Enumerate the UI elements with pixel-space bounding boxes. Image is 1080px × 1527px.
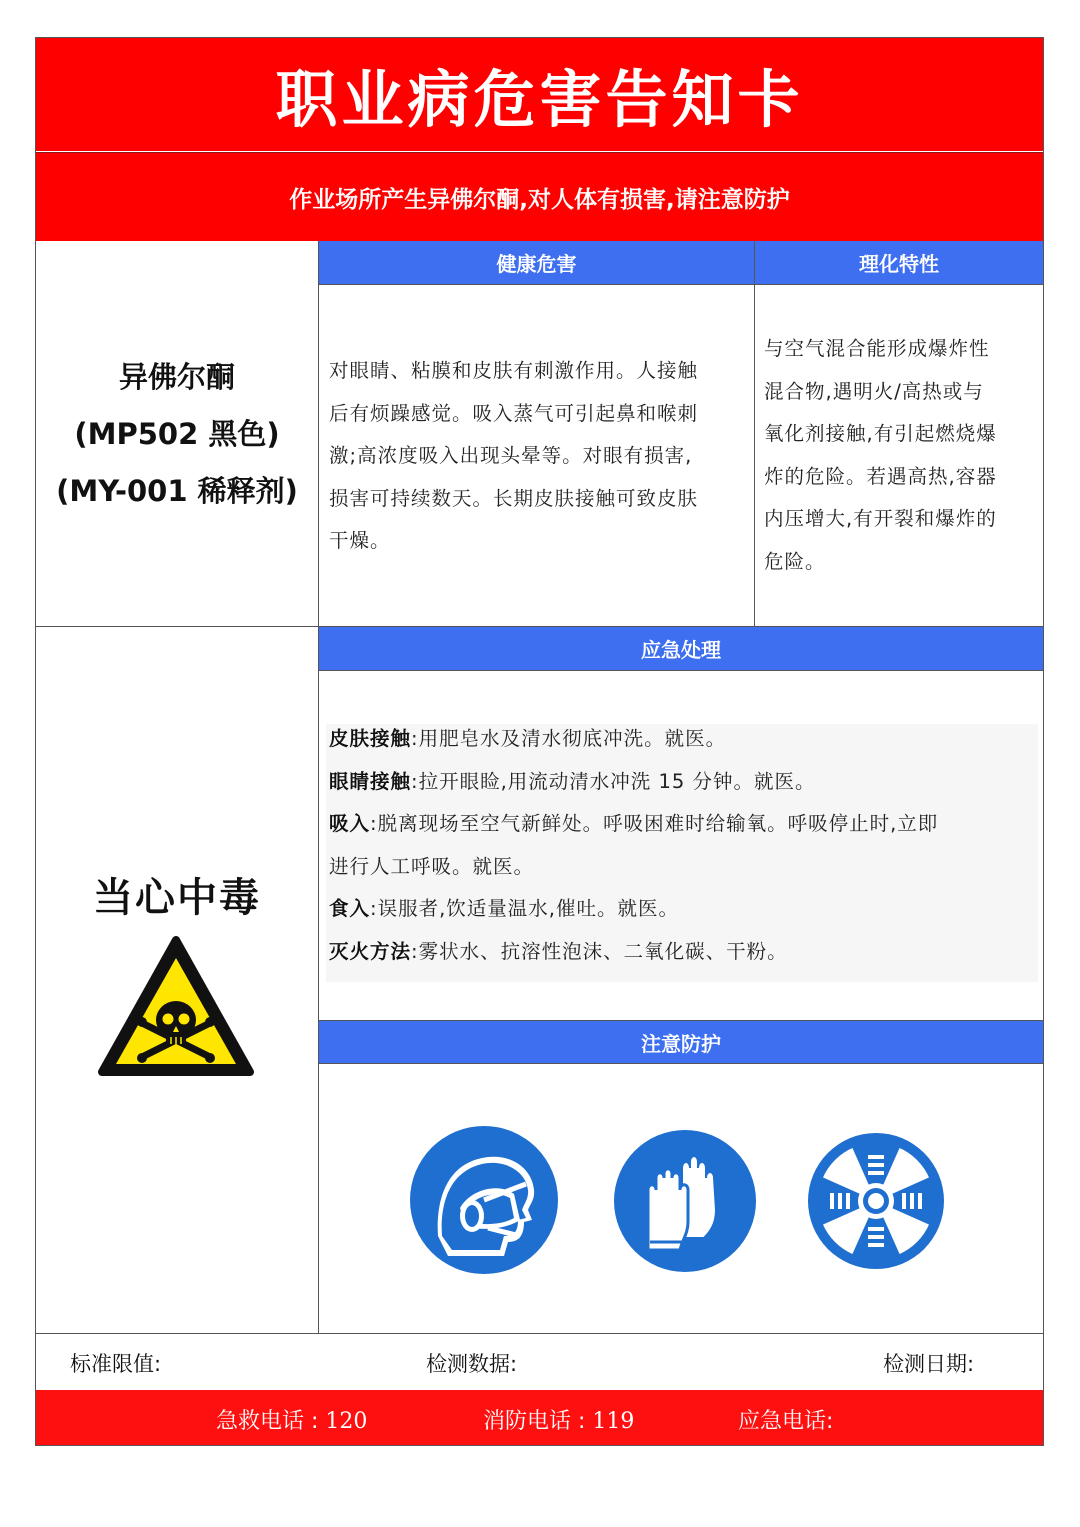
fire-phone (483, 1404, 634, 1435)
warning-title: 当心中毒 (93, 875, 261, 921)
text-line: 混合物,遇明火/高热或与 (764, 379, 984, 403)
standard-limit-label: 标准限值: (70, 1352, 162, 1376)
substance-variant-2: (MY-001 稀释剂) (56, 473, 298, 508)
list-item (329, 846, 938, 889)
list-item (329, 888, 938, 931)
list-item (329, 803, 938, 846)
card-subtitle: 作业场所产生异佛尔酮,对人体有损害,请注意防护 (36, 152, 1043, 241)
divider (318, 241, 319, 1334)
phone-label: 急救电话 : (216, 1409, 319, 1434)
item-text: 进行人工呼吸。就医。 (329, 854, 535, 878)
list-item (329, 931, 938, 974)
hazard-notice-card (35, 37, 1044, 1446)
item-label: 眼睛接触 (329, 769, 412, 793)
health-hazard-heading: 健康危害 (319, 241, 754, 285)
text-line: 氧化剂接触,有引起燃烧爆 (764, 422, 997, 445)
text-line: 后有烦躁感觉。吸入蒸气可引起鼻和喉刺 (329, 401, 699, 425)
properties-heading: 理化特性 (755, 241, 1043, 285)
phone-number: 120 (325, 1409, 368, 1434)
item-text: :误服者,饮适量温水,催吐。就医。 (370, 897, 679, 920)
substance-variant-1: (MP502 黑色) (74, 416, 280, 451)
substance-name: 异佛尔酮 (118, 359, 235, 394)
text-line: 内压增大,有开裂和爆炸的 (764, 507, 997, 530)
item-text: :脱离现场至空气新鲜处。呼吸困难时给输氧。呼吸停止时,立即 (370, 812, 939, 835)
emergency-list (329, 718, 938, 973)
respirator-mask-icon (408, 1124, 560, 1276)
text-line: 激;高浓度吸入出现头晕等。对眼有损害, (329, 444, 693, 467)
measurement-row (36, 1334, 1043, 1390)
emergency-phone: 应急电话: (738, 1409, 834, 1434)
phone-number: 119 (592, 1409, 635, 1434)
phone-bar (36, 1390, 1043, 1445)
emergency-heading: 应急处理 (319, 627, 1043, 671)
list-item (329, 761, 938, 804)
item-label: 吸入 (329, 812, 371, 835)
phone-label: 消防电话 : (483, 1409, 586, 1434)
text-line: 炸的危险。若遇高热,容器 (764, 464, 997, 488)
substance-name-block (36, 241, 318, 627)
text-line: 危险。 (764, 549, 826, 573)
item-label: 灭火方法 (329, 939, 412, 963)
item-text: :雾状水、抗溶性泡沫、二氧化碳、干粉。 (411, 939, 788, 963)
test-data-label: 检测数据: (426, 1352, 518, 1376)
text-line: 对眼睛、粘膜和皮肤有刺激作用。人接触 (329, 359, 699, 382)
text-line: 损害可持续数天。长期皮肤接触可致皮肤 (329, 486, 699, 510)
card-title: 职业病危害告知卡 (36, 38, 1043, 151)
protective-gloves-icon (612, 1128, 758, 1274)
health-hazard-text (329, 350, 749, 563)
item-text: :用肥皂水及清水彻底冲洗。就医。 (411, 727, 727, 750)
item-label: 皮肤接触 (329, 727, 412, 750)
list-item (329, 718, 938, 761)
text-line: 与空气混合能形成爆炸性 (764, 337, 990, 360)
test-date-label: 检测日期: (883, 1352, 975, 1376)
first-aid-phone (216, 1404, 367, 1435)
properties-text (764, 328, 1039, 583)
divider (754, 241, 755, 627)
ventilation-fan-icon (806, 1131, 946, 1271)
toxic-warning-icon (96, 934, 256, 1082)
text-line: 干燥。 (329, 529, 391, 552)
item-label: 食入 (329, 897, 371, 920)
item-text: :拉开眼睑,用流动清水冲洗 15 分钟。就医。 (411, 769, 816, 793)
protection-heading: 注意防护 (319, 1020, 1043, 1064)
